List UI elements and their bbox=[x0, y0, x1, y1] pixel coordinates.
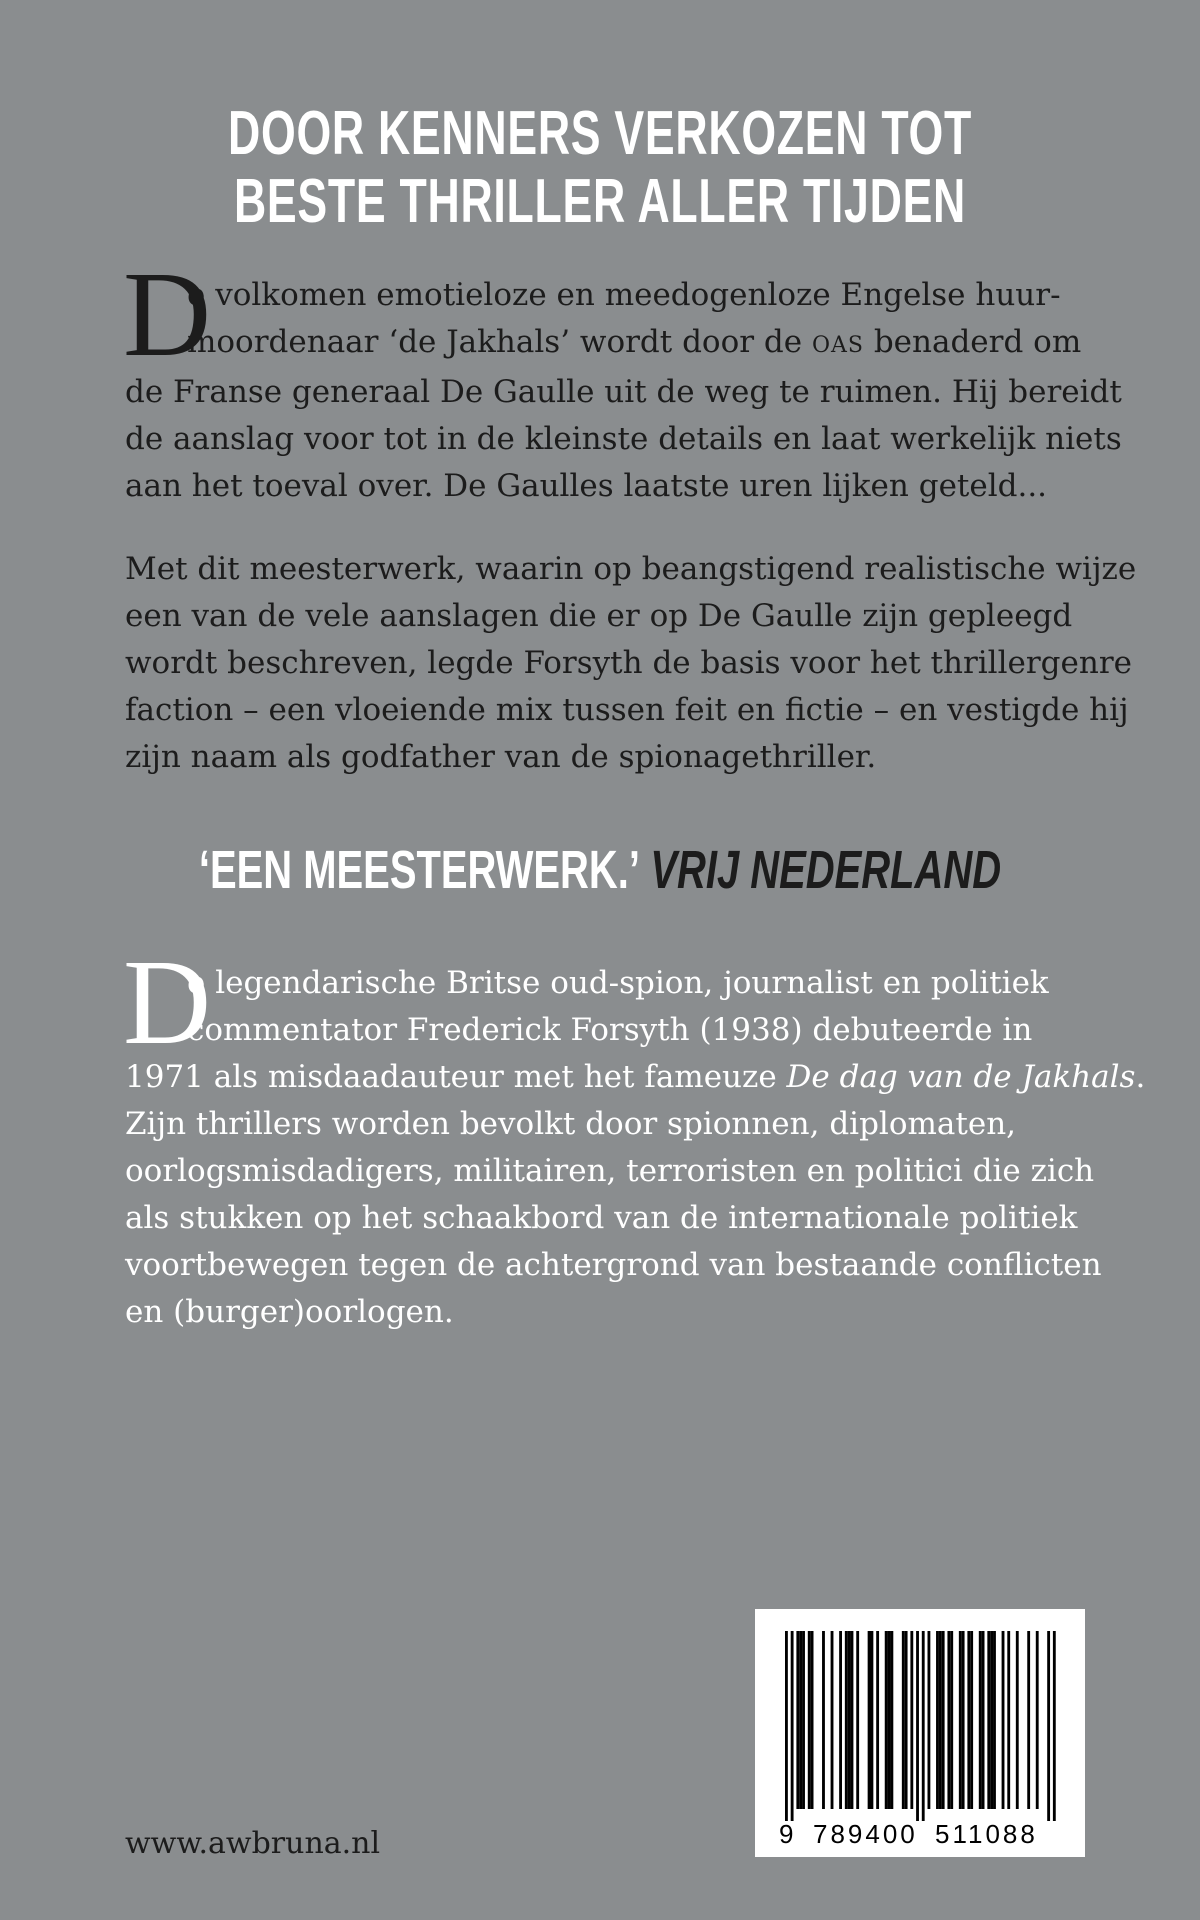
barcode-digits-right: 511088 bbox=[935, 1819, 1038, 1849]
barcode-bar bbox=[851, 1631, 854, 1809]
oas-abbreviation: OAS bbox=[811, 333, 864, 358]
book-title: De dag van de Jakhals bbox=[786, 1059, 1136, 1095]
barcode-bar bbox=[916, 1631, 919, 1821]
barcode-bar bbox=[802, 1631, 805, 1809]
barcode-bar bbox=[928, 1631, 931, 1809]
description-line: faction – een vloeiende mix tussen feit en fictie – en vestigde hij bbox=[125, 692, 1129, 728]
barcode-bar bbox=[848, 1631, 851, 1809]
barcode-bar bbox=[987, 1631, 990, 1809]
review-quote-text: ‘EEN MEESTERWERK.’ bbox=[198, 840, 640, 900]
review-source: VRIJ NEDERLAND bbox=[650, 840, 1002, 900]
blurb-line-text: moordenaar ‘de Jakhals’ wordt door de bbox=[187, 324, 812, 360]
author-bio-line-text: 1971 als misdaadauteur met het fameuze bbox=[125, 1059, 787, 1095]
description-line: zijn naam als godfather van de spionagethriller. bbox=[125, 739, 877, 775]
barcode-bar bbox=[868, 1631, 871, 1809]
blurb-line bbox=[125, 319, 1085, 369]
barcode-bar bbox=[993, 1631, 996, 1809]
barcode-bar bbox=[936, 1631, 939, 1809]
barcode-bar bbox=[947, 1631, 950, 1809]
barcode-bar bbox=[876, 1631, 879, 1809]
barcode-bar bbox=[1047, 1631, 1050, 1821]
barcode-bar bbox=[888, 1631, 891, 1809]
author-bio-line bbox=[125, 1054, 1146, 1101]
barcode-bar bbox=[982, 1631, 985, 1809]
author-bio-line: Zijn thrillers worden bevolkt door spionnen, diplomaten, bbox=[125, 1106, 1017, 1142]
barcode-bar bbox=[1007, 1631, 1010, 1809]
headline-line-1: DOOR KENNERS VERKOZEN TOT bbox=[228, 99, 972, 168]
barcode-digit-first: 9 bbox=[779, 1819, 794, 1849]
barcode-bar bbox=[1002, 1631, 1005, 1809]
barcode-bar bbox=[822, 1631, 825, 1809]
barcode-bar bbox=[910, 1631, 913, 1809]
barcode-bar bbox=[970, 1631, 973, 1809]
description-line: Met dit meesterwerk, waarin op beangstigend realistische wijze bbox=[125, 551, 1137, 587]
blurb-line: de aanslag voor tot in de kleinste details en laat werkelijk niets bbox=[125, 421, 1122, 457]
isbn-barcode bbox=[755, 1609, 1085, 1857]
author-bio-paragraph bbox=[123, 935, 1146, 1336]
barcode-bar bbox=[950, 1631, 953, 1809]
barcode-bar bbox=[942, 1631, 945, 1809]
blurb-line: e volkomen emotieloze en meedogenloze Engelse huur- bbox=[187, 277, 1061, 313]
barcode-bar bbox=[796, 1631, 799, 1809]
barcode-bar bbox=[845, 1631, 848, 1809]
barcode-bar bbox=[856, 1631, 859, 1809]
blurb-line-text: benaderd om bbox=[863, 324, 1082, 360]
author-bio-dropcap: D bbox=[123, 935, 212, 1070]
blurb-line: aan het toeval over. De Gaulles laatste uren lijken geteld... bbox=[125, 468, 1048, 504]
description-line: wordt beschreven, legde Forsyth de basis voor het thrillergenre bbox=[125, 645, 1133, 681]
barcode-bar bbox=[922, 1631, 925, 1821]
barcode-bar bbox=[1053, 1631, 1056, 1821]
blurb-paragraph bbox=[123, 247, 1122, 510]
barcode-bar bbox=[902, 1631, 905, 1809]
description-paragraph bbox=[125, 546, 1137, 781]
blurb-dropcap: D bbox=[123, 247, 212, 382]
barcode-bar bbox=[905, 1631, 908, 1809]
barcode-bar bbox=[959, 1631, 962, 1809]
blurb-line: de Franse generaal De Gaulle uit de weg te ruimen. Hij bereidt bbox=[125, 374, 1122, 410]
headline-line-2: BESTE THRILLER ALLER TIJDEN bbox=[233, 167, 967, 236]
description-line: een van de vele aanslagen die er op De Gaulle zijn gepleegd bbox=[125, 598, 1073, 634]
author-bio-line: als stukken op het schaakbord van de internationale politiek bbox=[125, 1200, 1078, 1236]
barcode-bar bbox=[967, 1631, 970, 1809]
barcode-bar bbox=[785, 1631, 788, 1821]
barcode-bar bbox=[979, 1631, 982, 1809]
barcode-bar bbox=[808, 1631, 811, 1809]
barcode-digits-left: 789400 bbox=[813, 1819, 918, 1849]
barcode-bar bbox=[831, 1631, 834, 1809]
barcode-bars bbox=[785, 1631, 1056, 1821]
barcode-bar bbox=[799, 1631, 802, 1809]
author-bio-line: en (burger)oorlogen. bbox=[125, 1294, 454, 1330]
review-quote bbox=[156, 840, 1044, 900]
barcode-bar bbox=[939, 1631, 942, 1809]
barcode-graphic bbox=[755, 1609, 1085, 1857]
barcode-bar bbox=[1036, 1631, 1039, 1809]
author-bio-line: e legendarische Britse oud-spion, journalist en politiek bbox=[187, 965, 1049, 1001]
publisher-url: www.awbruna.nl bbox=[125, 1826, 381, 1861]
barcode-bar bbox=[1016, 1631, 1019, 1809]
barcode-bar bbox=[839, 1631, 842, 1809]
author-bio-line: oorlogsmisdadigers, militairen, terroristen en politici die zich bbox=[125, 1153, 1095, 1189]
barcode-bar bbox=[791, 1631, 794, 1821]
headline bbox=[168, 100, 1032, 236]
author-bio-line: voortbewegen tegen de achtergrond van bestaande conflicten bbox=[125, 1247, 1102, 1283]
barcode-bar bbox=[885, 1631, 888, 1809]
barcode-bar bbox=[871, 1631, 874, 1809]
author-bio-line: commentator Frederick Forsyth (1938) debuteerde in bbox=[187, 1012, 1033, 1048]
barcode-bar bbox=[811, 1631, 814, 1809]
barcode-bar bbox=[962, 1631, 965, 1809]
barcode-bar bbox=[1027, 1631, 1030, 1809]
barcode-bar bbox=[890, 1631, 893, 1809]
barcode-bar bbox=[990, 1631, 993, 1809]
author-bio-line-text: . bbox=[1135, 1059, 1146, 1095]
